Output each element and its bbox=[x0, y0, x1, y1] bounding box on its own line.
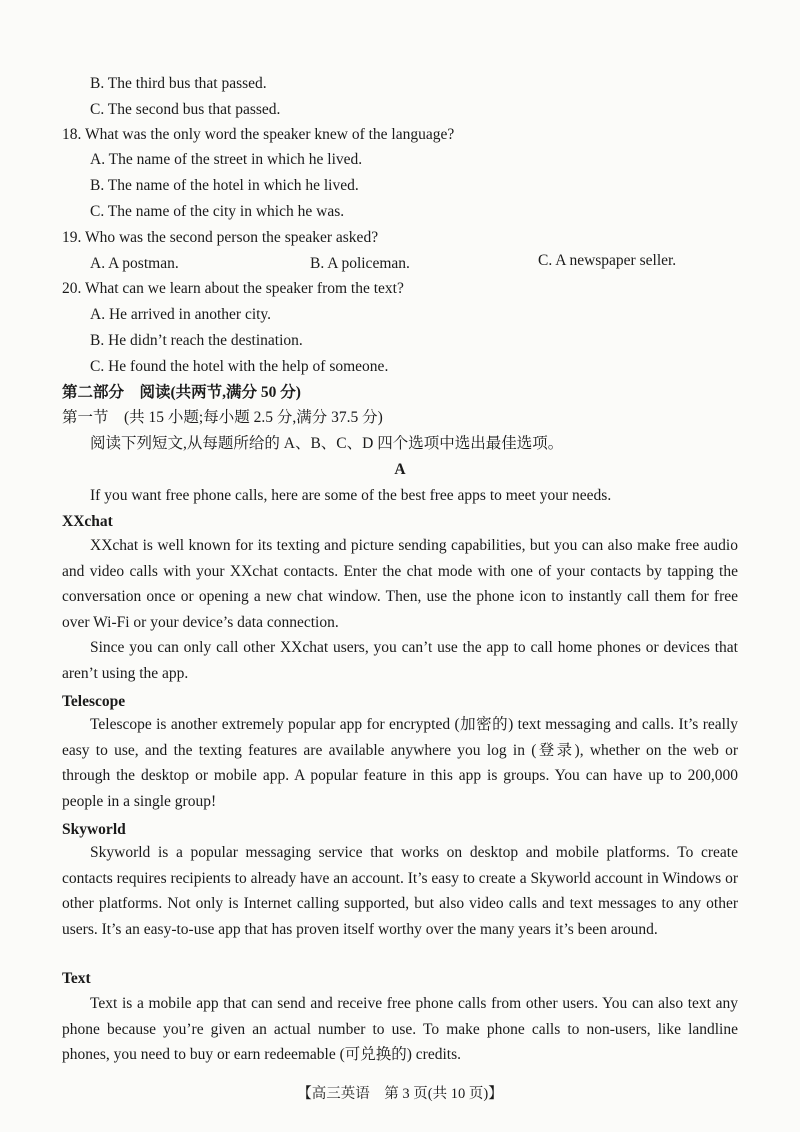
q17-option-c: C. The second bus that passed. bbox=[90, 101, 281, 118]
heading-text: Text bbox=[62, 970, 91, 987]
q18-option-c: C. The name of the city in which he was. bbox=[90, 203, 345, 220]
xxchat-paragraph-2-text: Since you can only call other XXchat users, you can’t use the app to call home phones or devices that aren’t using the app. bbox=[62, 639, 738, 682]
q20-option-a: A. He arrived in another city. bbox=[90, 306, 272, 323]
part-one-title: 第一节 (共 15 小题;每小题 2.5 分,满分 37.5 分) bbox=[62, 409, 383, 426]
q19-option-a: A. A postman. bbox=[90, 255, 179, 272]
passage-intro: If you want free phone calls, here are some of the best free apps to meet your needs. bbox=[90, 487, 612, 504]
q18-option-a: A. The name of the street in which he lived. bbox=[90, 151, 363, 168]
section-title: 第二部分 阅读(共两节,满分 50 分) bbox=[62, 384, 301, 401]
skyworld-paragraph bbox=[62, 840, 738, 942]
page-footer: 【高三英语 第 3 页(共 10 页)】 bbox=[297, 1086, 503, 1102]
q20-stem: 20. What can we learn about the speaker from the text? bbox=[62, 280, 404, 297]
q18-stem: 18. What was the only word the speaker knew of the language? bbox=[62, 126, 455, 143]
text-paragraph bbox=[62, 991, 738, 1068]
q20-option-c: C. He found the hotel with the help of someone. bbox=[90, 358, 389, 375]
q17-option-b: B. The third bus that passed. bbox=[90, 75, 267, 92]
reading-instruction: 阅读下列短文,从每题所给的 A、B、C、D 四个选项中选出最佳选项。 bbox=[90, 435, 564, 452]
text-paragraph-text: Text is a mobile app that can send and receive free phone calls from other users. You can also text any phone because you’re given an actual number to use. To make phone calls to non-users, like landline phones, you need to buy or earn redeemable (可兑换的) credits. bbox=[62, 995, 738, 1064]
passage-letter: A bbox=[394, 461, 406, 478]
telescope-paragraph bbox=[62, 712, 738, 814]
xxchat-paragraph-2 bbox=[62, 635, 738, 686]
heading-telescope: Telescope bbox=[62, 693, 126, 710]
q18-option-b: B. The name of the hotel in which he lived. bbox=[90, 177, 359, 194]
heading-skyworld: Skyworld bbox=[62, 821, 126, 838]
xxchat-paragraph-1 bbox=[62, 533, 738, 635]
telescope-paragraph-text: Telescope is another extremely popular app for encrypted (加密的) text messaging and calls. It’s really easy to use, and the texting features are available anywhere you log in (登录), whether on the web or through the desktop or mobile app. A popular feature in this app is groups. You can have up to 200,000 people in a single group! bbox=[62, 716, 738, 810]
q19-option-b: B. A policeman. bbox=[310, 255, 410, 272]
q20-option-b: B. He didn’t reach the destination. bbox=[90, 332, 303, 349]
heading-xxchat: XXchat bbox=[62, 513, 113, 530]
q19-option-c: C. A newspaper seller. bbox=[538, 252, 677, 269]
xxchat-paragraph-1-text: XXchat is well known for its texting and picture sending capabilities, but you can also make free audio and video calls with your XXchat contacts. Enter the chat mode with one of your contacts by tapping the conversation once or opening a new chat window. Then, use the phone icon to instantly call them for free over Wi-Fi or your device’s data connection. bbox=[62, 537, 738, 631]
skyworld-paragraph-text: Skyworld is a popular messaging service that works on desktop and mobile platforms. To create contacts requires recipients to already have an account. It’s easy to create a Skyworld account in Windows or other platforms. Not only is Internet calling supported, but also video calls and text messages to any other users. It’s an easy-to-use app that has proven itself worthy over the many years it’s been around. bbox=[62, 844, 738, 938]
q19-stem: 19. Who was the second person the speaker asked? bbox=[62, 229, 379, 246]
